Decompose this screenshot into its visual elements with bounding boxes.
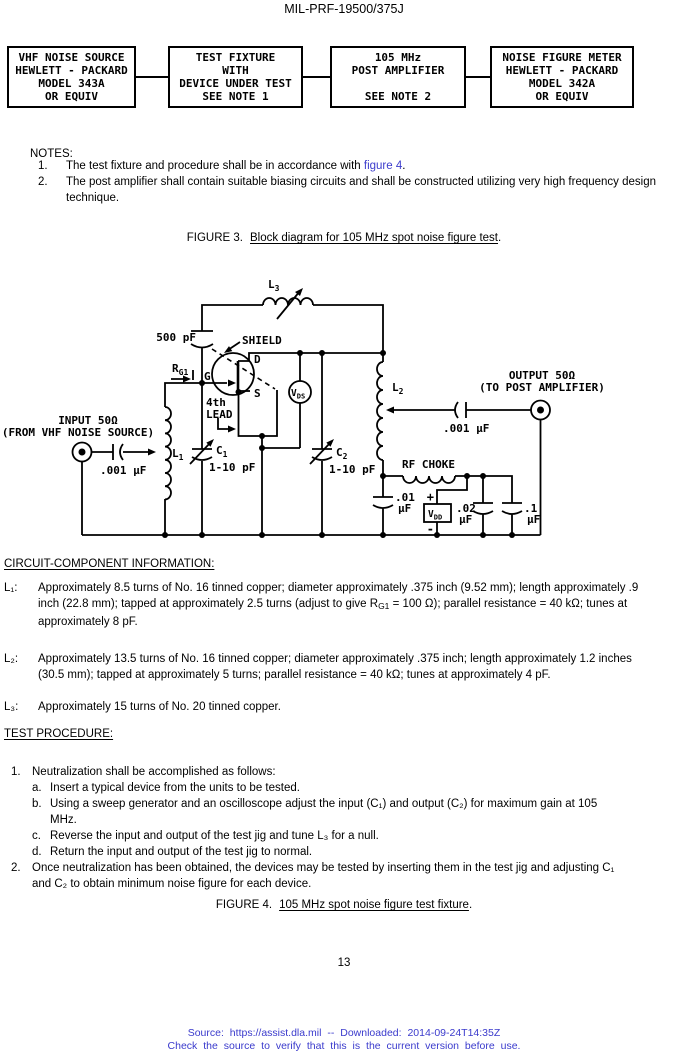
block-box-line: TEST FIXTURE (195, 51, 276, 64)
block-box-line: WITH (222, 64, 249, 77)
input-label-1: INPUT 50Ω (58, 414, 118, 427)
block-box-line: HEWLETT - PACKARD (505, 64, 619, 77)
l2-description: Approximately 13.5 turns of No. 16 tinned copper; diameter approximately .375 inch; length approximately 1.2 inches (30.5 mm); tapped at approximately 5 turns; parallel resistance = 40 kΩ; tunes at approximately 4 pF. (38, 653, 632, 681)
l3-inductor (263, 298, 313, 305)
test-procedure-heading: TEST PROCEDURE: (4, 728, 114, 740)
component-info-l1 (0, 580, 688, 630)
vds-meter-label: $V_{DS}$ (291, 388, 306, 401)
component-info-heading: CIRCUIT-COMPONENT INFORMATION: (4, 558, 215, 570)
block-box-post-amplifier (330, 46, 466, 108)
source-label: S (254, 387, 261, 400)
footer-warning-line: Check the source to verify that this is the current version before use. (167, 1040, 521, 1052)
term-l1: L₁: (4, 582, 18, 594)
gate-label: G (204, 370, 211, 383)
vdd-supply-label: $V_{DD}$ (428, 509, 443, 522)
vdd-plus-label: + (426, 490, 434, 504)
block-box-line: OR EQUIV (535, 90, 589, 103)
term-l2: L₂: (4, 653, 19, 665)
l3-label: $L_3$ (268, 278, 280, 293)
input-label-2: (FROM VHF NOISE SOURCE) (1, 426, 155, 439)
l2-tap-arrowhead (386, 407, 394, 414)
l3-variable-arrow (277, 291, 300, 319)
output-label-2: (TO POST AMPLIFIER) (479, 381, 605, 394)
gate-arrowhead (228, 380, 236, 387)
block-box-vhf-noise-source (7, 46, 136, 108)
note-item-1 (0, 158, 688, 174)
block-box-line: SEE NOTE 2 (364, 90, 432, 103)
cap-1-label: .1 (524, 502, 538, 515)
cap-01-label: .01 (395, 491, 415, 504)
footer-source-line: Source: https://assist.dla.mil -- Downloaded: 2014-09-24T14:35Z (187, 1027, 501, 1039)
c2-value-label: 1-10 pF (329, 463, 376, 476)
step-1-text: Neutralization shall be accomplished as follows: (32, 766, 276, 778)
step-1c-text: Reverse the input and output of the test jig and tune L₃ for a null. (50, 830, 379, 842)
note-number: 2. (38, 176, 48, 188)
fourth-lead-label-1: 4th (206, 396, 226, 409)
step-1d: d. Return the input and output of the test jig to normal. (0, 844, 688, 860)
step-1b: b. Using a sweep generator and an oscilloscope adjust the input (C₁) and output (C₂) for maximum gain at 105 MHz. (0, 796, 688, 828)
block-box-line: DEVICE UNDER TEST (179, 77, 292, 90)
note-item-2 (0, 174, 688, 206)
figure-3-caption: FIGURE 3. Block diagram for 105 MHz spot noise figure test. (186, 232, 502, 244)
block-connector-line (303, 76, 330, 78)
transistor-body (212, 353, 254, 395)
c1-label: $C_1$ (216, 444, 228, 459)
circuit-diagram (0, 270, 688, 555)
note-text: The test fixture and procedure shall be in accordance with figure 4. (66, 160, 406, 172)
input-cap-label: .001 μF (100, 464, 147, 477)
input-arrowhead (148, 449, 156, 456)
step-1c: c. Reverse the input and output of the test jig and tune L₃ for a null. (0, 828, 688, 844)
cap-02-unit: μF (459, 513, 473, 526)
step-1: 1. Neutralization shall be accomplished as follows: (0, 764, 688, 780)
c2-label: $C_2$ (336, 446, 348, 461)
shield-label: SHIELD (242, 334, 282, 347)
l2-label: $L_2$ (392, 381, 404, 396)
block-box-line: NOISE FIGURE METER (502, 51, 622, 64)
term-l3: L₃: (4, 701, 19, 713)
step-1b-text: Using a sweep generator and an oscilloscope adjust the input (C₁) and output (C₂) for maximum gain at 105 MHz. (50, 798, 598, 826)
block-box-line: MODEL 343A (38, 77, 105, 90)
cap-500pf (191, 331, 213, 449)
fourth-lead-arrowhead (228, 426, 236, 433)
block-box-line (332, 77, 464, 90)
block-box-line: VHF NOISE SOURCE (18, 51, 125, 64)
page-number: 13 (337, 957, 351, 969)
notes-heading: NOTES: (30, 148, 73, 160)
block-box-noise-figure-meter (490, 46, 634, 108)
vdd-minus-label: - (426, 522, 434, 536)
output-cap-label: .001 μF (443, 422, 490, 435)
cap-02 (473, 476, 493, 535)
note-number: 1. (38, 160, 48, 172)
input-coupling (82, 444, 148, 535)
block-box-line: HEWLETT - PACKARD (15, 64, 128, 77)
circuit-wires (73, 291, 551, 535)
cap-500pf-label: 500 pF (156, 331, 196, 344)
block-connector-line (466, 76, 490, 78)
step-1d-text: Return the input and output of the test jig to normal. (50, 846, 313, 858)
step-1a-text: Insert a typical device from the units to be tested. (50, 782, 300, 794)
l1-description: Approximately 8.5 turns of No. 16 tinned copper; diameter approximately .375 inch (9.52 mm); length approximately .9 inch (22.8 mm); tapped at approximately 2.5 turns (adjust to give RG1 = 100 Ω); parallel resistance = 40 kΩ; tunes at approximately 8 pF. (38, 582, 639, 628)
component-info-l3 (0, 699, 688, 715)
output-label-1: OUTPUT 50Ω (508, 369, 576, 382)
block-box-line: OR EQUIV (45, 90, 98, 103)
rf-choke-inductor (403, 476, 455, 483)
block-box-line: POST AMPLIFIER (351, 64, 445, 77)
drain-label: D (254, 353, 261, 366)
cap-1-unit: μF (527, 513, 541, 526)
l1-label: $L_1$ (172, 447, 184, 462)
step-2-text: Once neutralization has been obtained, the devices may be tested by inserting them in the test jig and adjusting C₁ and C₂ to obtain minimum noise figure for each device. (32, 862, 615, 890)
block-box-line: SEE NOTE 1 (202, 90, 269, 103)
l1-inductor (165, 407, 171, 499)
rg1-label: $R_{G1}$ (172, 362, 189, 377)
cap-01-unit: μF (398, 502, 412, 515)
l2-inductor (377, 362, 383, 460)
block-box-line: MODEL 342A (528, 77, 596, 90)
note-text: The post amplifier shall contain suitable biasing circuits and shall be constructed utilizing very high frequency design technique. (66, 176, 657, 204)
figure-4-caption: FIGURE 4. 105 MHz spot noise figure test fixture. (215, 899, 473, 911)
cap-02-label: .02 (456, 502, 476, 515)
figure-4-link[interactable]: figure 4 (363, 160, 403, 172)
block-box-line: 105 MHz (374, 51, 422, 64)
l3-description: Approximately 15 turns of No. 20 tinned copper. (38, 701, 281, 713)
output-coupling (390, 402, 531, 418)
c1-value-label: 1-10 pF (209, 461, 256, 474)
rf-choke-label: RF CHOKE (402, 458, 455, 471)
fourth-lead-label-2: LEAD (206, 408, 233, 421)
doc-id-header: MIL-PRF-19500/375J (284, 2, 404, 16)
step-1a: a. Insert a typical device from the units to be tested. (0, 780, 688, 796)
step-2: 2. Once neutralization has been obtained, the devices may be tested by inserting them in the test jig and adjusting C₁ and C₂ to obtain minimum noise figure for each device. (0, 860, 688, 892)
component-info-l2 (0, 651, 688, 683)
block-box-test-fixture (168, 46, 303, 108)
block-connector-line (136, 76, 168, 78)
